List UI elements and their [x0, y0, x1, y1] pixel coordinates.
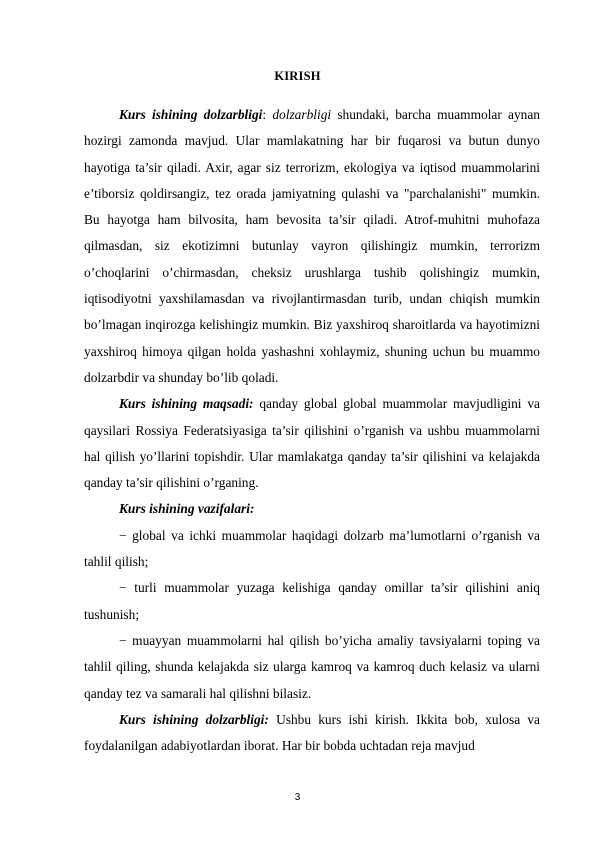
structure-text: Ushbu kurs ishi kirish. Ikkita bob, xulosa va foydalanilgan adabiyotlardan iborat. Har bir bobda uchtadan reja mavjud [84, 711, 540, 754]
relevance-separator: : [262, 107, 273, 122]
goal-text: qanday global global muammolar mavjudligini va qaysilari Rossiya Federatsiyasiga ta’sir qilishini o’rganish va ushbu muammolarni hal qilish yo’llarini topishdir. Ular mamlakatga qanday ta’sir qilishini va kelajakda qanday ta’sir qilishini o’rganing. [84, 396, 540, 491]
structure-label: Kurs ishining dolzarbligi: [119, 711, 269, 727]
paragraph-relevance [84, 102, 540, 391]
page-number: 3 [294, 792, 301, 803]
paragraph-goal [84, 391, 540, 496]
relevance-label: Kurs ishining dolzarbligi [119, 107, 263, 122]
goal-label: Kurs ishining maqsadi: [119, 396, 254, 412]
list-item: − global va ichki muammolar haqidagi dolzarb ma’lumotlarni o’rganish va tahlil qilish; [84, 527, 540, 570]
list-item: − turli muammolar yuzaga kelishiga qanday omillar ta’sir qilishini aniq tushunish; [84, 580, 540, 622]
list-item: − muayyan muammolarni hal qilish bo’yicha amaliy tavsiyalarni toping va tahlil qiling, shunda kelajakda siz ularga kamroq va kamroq duch kelasiz va ularni qanday tez va samarali hal qilishni bilasiz. [84, 632, 540, 701]
paragraph-structure [84, 707, 540, 760]
document-body [84, 102, 540, 759]
relevance-italic-term: dolzarbligi [272, 107, 332, 122]
tasks-label: Kurs ishining vazifalari: [119, 501, 255, 517]
paragraph-tasks-heading [84, 496, 540, 522]
page-title: KIRISH [274, 69, 321, 83]
relevance-text: shundaki, barcha muammolar aynan hozirgi zamonda mavjud. Ular mamlakatning har bir fuqarosi va butun dunyo hayotiga ta’sir qiladi. Axir, agar siz terrorizm, ekologiya va iqtisod muammolarini e’tiborsiz qoldirsangiz, tez orada jamiyatning qulashi va "parchalanishi" mumkin. Bu hayotga ham bilvosita, ham bevosita ta’sir qiladi. Atrof-muhitni muhofaza qilmasdan, siz ekotizimni butunlay vayron qilishingiz mumkin, terrorizm o’choqlarini o’chirmasdan, cheksiz urushlarga tushib qolishingiz mumkin, iqtisodiyotni yaxshilamasdan va rivojlantirmasdan turib, undan chiqish mumkin bo’lmagan inqirozga kelishingiz mumkin. Biz yaxshiroq sharoitlarda va hayotimizni yaxshiroq himoya qilgan holda yashashni xohlaymiz, shuning uchun bu muammo dolzarbdir va shunday bo’lib qoladi. [84, 107, 541, 385]
